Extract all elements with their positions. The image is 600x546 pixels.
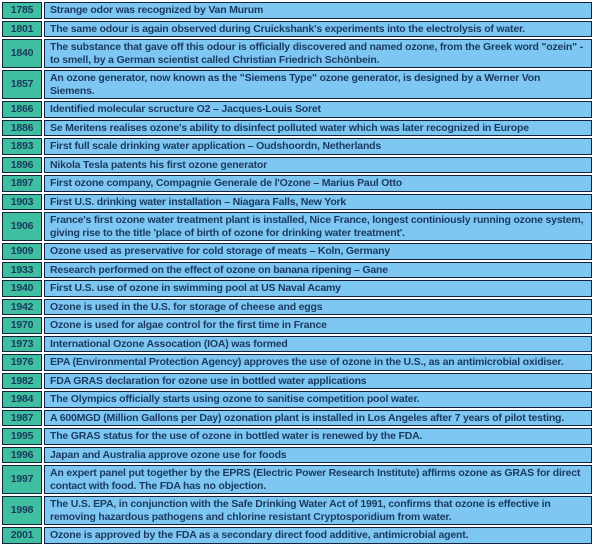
event-cell: First ozone company, Compagnie Generale de l'Ozone – Marius Paul Otto	[44, 175, 592, 192]
year-cell: 1987	[2, 410, 42, 427]
table-row	[2, 39, 592, 68]
event-cell: An ozone generator, now known as the "Siemens Type" ozone generator, is designed by a Werner Von Siemens.	[44, 70, 592, 99]
year-cell: 1976	[2, 354, 42, 371]
table-row	[2, 496, 592, 525]
event-cell: Ozone used as preservative for cold storage of meats – Koln, Germany	[44, 243, 592, 260]
table-row	[2, 299, 592, 316]
event-cell: Research performed on the effect of ozone on banana ripening – Gane	[44, 262, 592, 279]
table-row	[2, 212, 592, 241]
event-cell: Se Meritens realises ozone's ability to disinfect polluted water which was later recognized in Europe	[44, 120, 592, 137]
ozone-history-table-body	[2, 2, 592, 544]
event-cell: A 600MGD (Million Gallons per Day) ozonation plant is installed in Los Angeles after 7 years of pilot testing.	[44, 410, 592, 427]
year-cell: 1909	[2, 243, 42, 260]
table-row	[2, 138, 592, 155]
table-row	[2, 410, 592, 427]
event-cell: The substance that gave off this odour is officially discovered and named ozone, from the Greek word "ozein" - to smell, by a German scientist called Christian Friedrich Schönbein.	[44, 39, 592, 68]
table-row	[2, 194, 592, 211]
year-cell: 1903	[2, 194, 42, 211]
year-cell: 1933	[2, 262, 42, 279]
table-row	[2, 2, 592, 19]
table-row	[2, 157, 592, 174]
table-row	[2, 428, 592, 445]
year-cell: 1973	[2, 336, 42, 353]
event-cell: Ozone is used in the U.S. for storage of cheese and eggs	[44, 299, 592, 316]
event-cell: Japan and Australia approve ozone use for foods	[44, 447, 592, 464]
event-cell: Ozone is approved by the FDA as a secondary direct food additive, antimicrobial agent.	[44, 527, 592, 544]
table-row	[2, 101, 592, 118]
table-row	[2, 354, 592, 371]
year-cell: 1886	[2, 120, 42, 137]
year-cell: 1896	[2, 157, 42, 174]
event-cell: The U.S. EPA, in conjunction with the Safe Drinking Water Act of 1991, confirms that ozone is effective in removing hazardous pathogens and chlorine resistant Cryptosporidium from water.	[44, 496, 592, 525]
event-cell: First U.S. use of ozone in swimming pool at US Naval Acamy	[44, 280, 592, 297]
year-cell: 1995	[2, 428, 42, 445]
event-cell: The GRAS status for the use of ozone in bottled water is renewed by the FDA.	[44, 428, 592, 445]
event-cell: An expert panel put together by the EPRS (Electric Power Research Institute) affirms ozone as GRAS for direct contact with food. The FDA has no objection.	[44, 465, 592, 494]
event-cell: International Ozone Assocation (IOA) was formed	[44, 336, 592, 353]
year-cell: 1893	[2, 138, 42, 155]
year-cell: 1997	[2, 465, 42, 494]
table-row	[2, 175, 592, 192]
event-cell: Strange odor was recognized by Van Murum	[44, 2, 592, 19]
year-cell: 1866	[2, 101, 42, 118]
year-cell: 1857	[2, 70, 42, 99]
event-cell: Ozone is used for algae control for the first time in France	[44, 317, 592, 334]
year-cell: 1840	[2, 39, 42, 68]
year-cell: 1801	[2, 21, 42, 38]
year-cell: 2001	[2, 527, 42, 544]
table-row	[2, 120, 592, 137]
table-row	[2, 21, 592, 38]
event-cell: The Olympics officially starts using ozone to sanitise competition pool water.	[44, 391, 592, 408]
year-cell: 1984	[2, 391, 42, 408]
table-row	[2, 243, 592, 260]
year-cell: 1996	[2, 447, 42, 464]
table-row	[2, 280, 592, 297]
table-row	[2, 336, 592, 353]
event-cell: EPA (Environmental Protection Agency) approves the use of ozone in the U.S., as an antimicrobial oxidiser.	[44, 354, 592, 371]
event-cell: Identified molecular scructure O2 – Jacques-Louis Soret	[44, 101, 592, 118]
table-row	[2, 447, 592, 464]
table-row	[2, 70, 592, 99]
table-row	[2, 262, 592, 279]
year-cell: 1942	[2, 299, 42, 316]
table-row	[2, 465, 592, 494]
year-cell: 1897	[2, 175, 42, 192]
table-row	[2, 527, 592, 544]
year-cell: 1940	[2, 280, 42, 297]
year-cell: 1785	[2, 2, 42, 19]
event-cell: First U.S. drinking water installation – Niagara Falls, New York	[44, 194, 592, 211]
year-cell: 1970	[2, 317, 42, 334]
event-cell: FDA GRAS declaration for ozone use in bottled water applications	[44, 373, 592, 390]
event-cell: France's first ozone water treatment plant is installed, Nice France, longest continiously running ozone system, giving rise to the title 'place of birth of ozone for drinking water treatment'.	[44, 212, 592, 241]
year-cell: 1998	[2, 496, 42, 525]
year-cell: 1906	[2, 212, 42, 241]
table-row	[2, 373, 592, 390]
event-cell: Nikola Tesla patents his first ozone generator	[44, 157, 592, 174]
event-cell: The same odour is again observed during Cruickshank's experiments into the electrolysis of water.	[44, 21, 592, 38]
table-row	[2, 391, 592, 408]
year-cell: 1982	[2, 373, 42, 390]
event-cell: First full scale drinking water application – Oudshoordn, Netherlands	[44, 138, 592, 155]
table-row	[2, 317, 592, 334]
